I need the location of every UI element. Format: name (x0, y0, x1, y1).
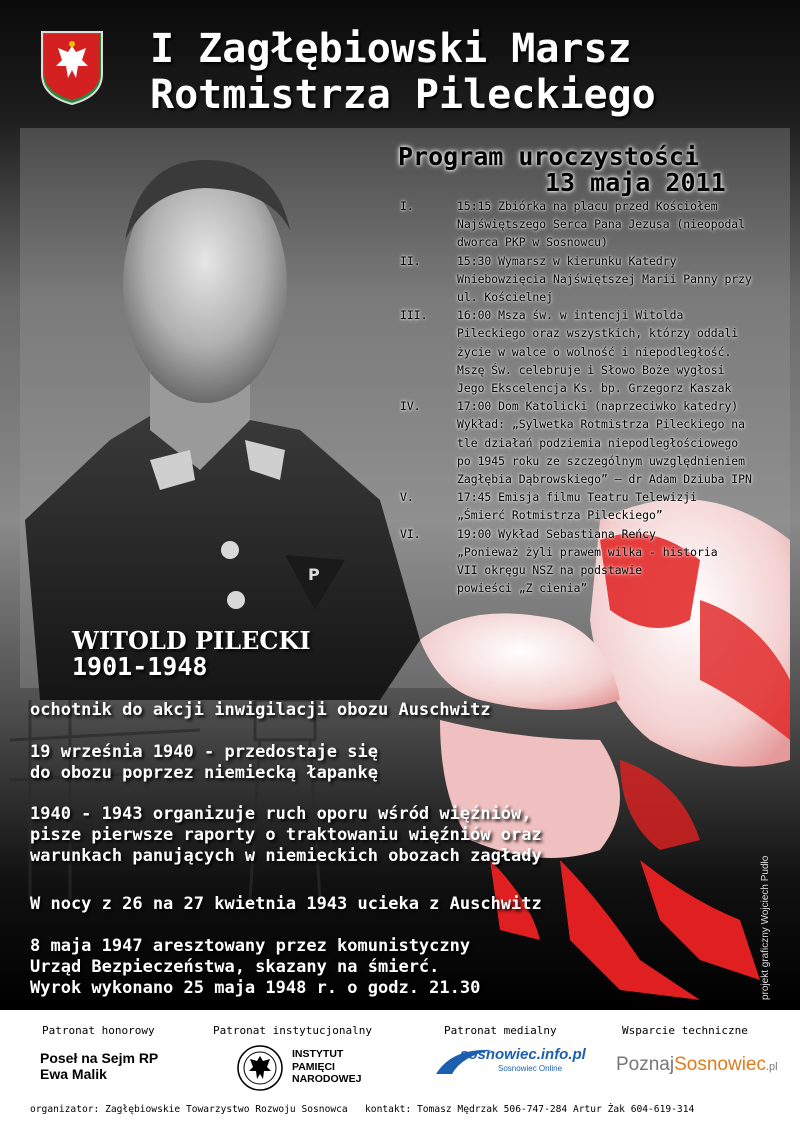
camp-fence (10, 690, 320, 900)
footer-heading-technical: Wsparcie techniczne (622, 1024, 748, 1037)
bio-paragraph: 1940 - 1943 organizuje ruch oporu wśród więźniów, pisze pierwsze raporty o traktowaniu więźniów oraz warunkach panujących w niemieckich obozach zagłady (30, 804, 542, 866)
footer-heading-honorary: Patronat honorowy (42, 1024, 155, 1037)
bio-paragraph: W nocy z 26 na 27 kwietnia 1943 ucieka z Auschwitz (30, 894, 542, 914)
program-item-line: Wykład: „Sylwetka Rotmistrza Pileckiego na (457, 417, 746, 432)
program-item-line: po 1945 roku ze szczególnym uwzględnieniem (457, 453, 746, 468)
footer-heading-media: Patronat medialny (444, 1024, 557, 1037)
program-list (400, 197, 785, 597)
program-item-line: dworca PKP w Sosnowcu) (457, 235, 608, 250)
program-item (400, 525, 785, 598)
program-item-line: 17:45 Emisja filmu Teatru Telewizji (457, 490, 698, 505)
program-item (400, 306, 785, 397)
program-item-line: Zagłębia Dąbrowskiego” – dr Adam Dziuba IPN (457, 472, 752, 487)
program-item-line: powieści „Z cienia” (457, 581, 588, 596)
poznaj-part: Sosnowiec (674, 1054, 766, 1075)
footer-heading-institutional: Patronat instytucjonalny (213, 1024, 372, 1037)
person-name: WITOLD PILECKI (72, 626, 311, 655)
ipn-line: NARODOWEJ (292, 1073, 362, 1085)
poznaj-sosnowiec-logo (616, 1054, 778, 1076)
ipn-line: INSTYTUT (292, 1048, 344, 1060)
sosnowiec-info-tagline: Sosnowiec Online (498, 1064, 563, 1073)
poster-title-line-1: I Zagłębiowski Marsz (150, 26, 632, 72)
organizer-contact-line (30, 1104, 694, 1115)
program-item-line: życie w walce o wolność i niepodległość. (457, 344, 732, 359)
program-date: 13 maja 2011 (545, 168, 726, 197)
program-item-line: Jego Ekscelencja Ks. bp. Grzegorz Kaszak (457, 381, 732, 396)
ipn-seal-icon (236, 1044, 284, 1092)
program-item-line: tle działań podziemia niepodległościowego (457, 435, 739, 450)
patron-name: Ewa Malik (40, 1066, 107, 1082)
program-item-line: 17:00 Dom Katolicki (naprzeciwko katedry) (457, 399, 739, 414)
program-item-line: 15:15 Zbiórka na placu przed Kościołem (457, 199, 718, 213)
program-item-number: IV. (400, 399, 421, 414)
organizer-text: organizator: Zagłębiowskie Towarzystwo Rozwoju Sosnowca (30, 1104, 348, 1115)
program-item-number: I. (400, 199, 414, 213)
program-item-number: VI. (400, 526, 421, 541)
program-item (400, 397, 785, 488)
program-item-number: V. (400, 490, 414, 505)
program-item (400, 197, 785, 252)
program-item-line: Pileckiego oraz wszystkich, którzy oddali (457, 326, 739, 341)
honorary-patron (40, 1050, 158, 1082)
program-item-line: 19:00 Wykład Sebastiana Reńcy (457, 526, 656, 541)
bio-paragraph: 8 maja 1947 aresztowany przez komunistyczny Urząd Bezpieczeństwa, skazany na śmierć. Wyrok wykonano 25 maja 1948 r. o godz. 21.30 (30, 936, 481, 998)
poznaj-part: Poznaj (616, 1054, 675, 1075)
design-credit: projekt graficzny Wojciech Pudło (760, 855, 771, 1000)
ipn-line: PAMIĘCI (292, 1060, 335, 1073)
contact-text: kontakt: Tomasz Mędrzak 506-747-284 Artur Żak 604-619-314 (365, 1104, 695, 1115)
svg-text:P: P (308, 565, 320, 584)
coat-of-arms-icon (40, 30, 104, 106)
poster-title-line-2: Rotmistrza Pileckiego (150, 72, 656, 118)
program-item-line: ul. Kościelnej (457, 290, 554, 305)
poznaj-part: .pl (766, 1061, 778, 1073)
program-item-line: 15:30 Wymarsz w kierunku Katedry (457, 253, 677, 268)
sosnowiec-info-name: sosnowiec.info.pl (460, 1046, 586, 1063)
patron-title: Poseł na Sejm RP (40, 1050, 159, 1066)
program-heading: Program uroczystości (398, 142, 700, 171)
program-item-line: 16:00 Msza św. w intencji Witolda (457, 308, 684, 323)
program-item-line: „Ponieważ żyli prawem wilka - historia (457, 544, 718, 559)
ipn-logo-text (292, 1048, 361, 1086)
program-item-line: Mszę Św. celebruje i Słowo Boże wygłosi (457, 362, 725, 377)
program-item-number: II. (400, 253, 421, 268)
program-item-line: Najświętszego Serca Pana Jezusa (nieopodal (457, 217, 746, 232)
sponsors-footer (0, 1010, 800, 1136)
program-item (400, 252, 785, 307)
program-item-line: „Śmierć Rotmistrza Pileckiego” (457, 508, 663, 523)
program-item-number: III. (400, 308, 428, 323)
program-item-line: Wniebowzięcia Najświętszej Marii Panny przy (457, 271, 752, 286)
program-item (400, 488, 785, 524)
program-item-line: VII okręgu NSZ na podstawie (457, 563, 643, 578)
person-years: 1901-1948 (72, 652, 208, 681)
bio-paragraph: ochotnik do akcji inwigilacji obozu Auschwitz (30, 700, 491, 720)
bio-paragraph: 19 września 1940 - przedostaje się do obozu poprzez niemiecką łapankę (30, 742, 378, 783)
